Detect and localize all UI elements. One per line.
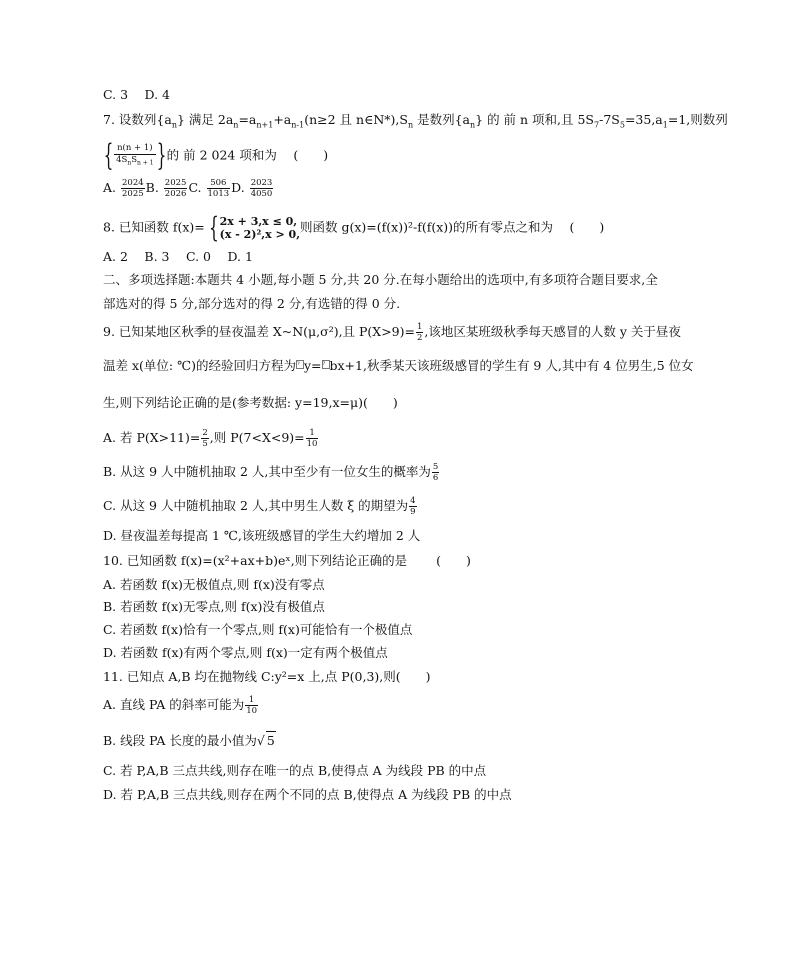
missing-glyph-icon: ? <box>322 360 330 369</box>
q7-sequence-line: { n(n + 1) $4S_nS_{n + 1}$ }的 前 2 024 项和为 ( ) <box>103 138 329 173</box>
q10-option-b: B. 若函数 f(x)无零点,则 f(x)没有极值点 <box>103 599 325 614</box>
section2-instructions-1: 二、多项选择题:本题共 4 小题,每小题 5 分,共 20 分.在每小题给出的选项中,有多项符合题目要求,全 <box>103 272 658 287</box>
section2-instructions-2: 部选对的得 5 分,部分选对的得 2 分,有选错的得 0 分. <box>103 296 401 311</box>
q8-piecewise: 2x + 3,x ≤ 0, (x - 2)²,x > 0, <box>219 215 301 241</box>
q7-sequence-fraction: n(n + 1) $4S_nS_{n + 1}$ <box>116 143 154 167</box>
q8-stem: 8. 已知函数 f(x)= { 2x + 3,x ≤ 0, (x - 2)²,x > 0, 则函数 g(x)=(f(x))²-f(f(x))的所有零点之和为 ( ) <box>103 211 605 244</box>
q10-option-a: A. 若函数 f(x)无极值点,则 f(x)没有零点 <box>103 577 325 592</box>
q9-stem-2: 温差 x(单位: ℃)的经验回归方程为? y=? bx+1,秋季某天该班级感冒的学生有 9 人,其中有 4 位男生,5 位女 <box>103 358 694 373</box>
q10-option-d: D. 若函数 f(x)有两个零点,则 f(x)一定有两个极值点 <box>103 645 388 660</box>
q11-option-a: A. 直线 PA 的斜率可能为 $\frac{1}{10}$ <box>103 695 258 716</box>
q9-option-b: B. 从这 9 人中随机抽取 2 人,其中至少有一位女生的概率为 $\frac{5}{6}$ <box>103 462 439 483</box>
q6-options: C. 3 D. 4 <box>103 87 170 102</box>
q7-options: A. $\frac{2024}{2025}$ B. $\frac{2025}{2026}$ C. $\frac{506}{1013}$ D. $\frac{2023}{4050}$ <box>103 178 273 199</box>
q9-stem-3: 生,则下列结论正确的是(参考数据: y=19,x=μ)( ) <box>103 395 398 410</box>
q11-option-c: C. 若 P,A,B 三点共线,则存在唯一的点 B,使得点 A 为线段 PB 的中点 <box>103 763 487 778</box>
q9-stem-1: 9. 已知某地区秋季的昼夜温差 X~N(μ,σ²),且 P(X>9)= $\frac{1}{2}$ ,该地区某班级秋季每天感冒的人数 y 关于昼夜 <box>103 322 681 343</box>
q9-option-a: A. 若 P(X>11)= $\frac{2}{5}$ ,则 P(7<X<9)= $\frac{1}{10}$ <box>103 428 318 449</box>
q11-option-b: B. 线段 PA 长度的最小值为√ 5 <box>103 733 275 748</box>
q8-options: A. 2 B. 3 C. 0 D. 1 <box>103 249 253 264</box>
q9-option-d: D. 昼夜温差每提高 1 ℃,该班级感冒的学生大约增加 2 人 <box>103 528 421 543</box>
q9-option-c: C. 从这 9 人中随机抽取 2 人,其中男生人数 ξ 的期望为 $\frac{4}{9}$ <box>103 496 416 517</box>
q11-option-d: D. 若 P,A,B 三点共线,则存在两个不同的点 B,使得点 A 为线段 PB 的中点 <box>103 787 512 802</box>
q10-option-c: C. 若函数 f(x)恰有一个零点,则 f(x)可能恰有一个极值点 <box>103 622 413 637</box>
q11-stem: 11. 已知点 A,B 均在抛物线 C:y²=x 上,点 P(0,3),则( ) <box>103 669 431 684</box>
q10-stem: 10. 已知函数 f(x)=(x²+ax+b)eˣ,则下列结论正确的是 ( ) <box>103 553 471 568</box>
q7-stem: 7. 设数列$\{a_n\}$ 满足 $2a_n=a_{n+1}+a_{n-1}(n\ge 2$ 且 $n\in N*),S_n$ 是数列$\{a_n\}$ 的 前 n 项和,且 $5S_7-7S_5=35,a_1=1$,则数列 <box>103 112 728 130</box>
missing-glyph-icon: ? <box>296 360 304 369</box>
